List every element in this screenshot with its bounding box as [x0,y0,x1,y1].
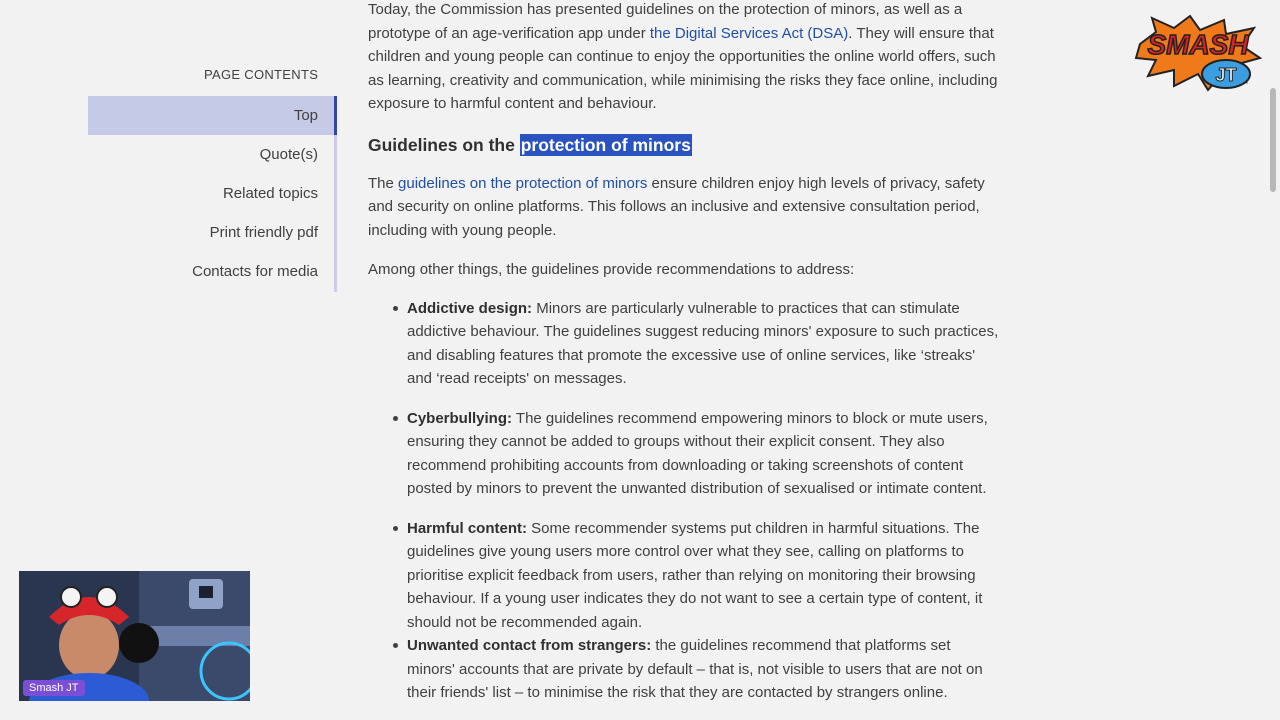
item-text: Some recommender systems put children in harmful situations. The guidelines give young users more control over what they see, calling on platforms to prioritise explicit feedback from users, rather than relying on monitoring their browsing behaviour. If a young user indicates they do not want to see a certain type of content, it should not be recommended again. [407,519,983,631]
list-item [407,407,1000,501]
webcam-overlay [19,571,250,701]
item-text: Minors are particularly vulnerable to practices that can stimulate addictive behaviour. The guidelines suggest reducing minors' exposure to such practices, and disabling features that promote the excessive use of online services, like ‘streaks' and ‘read receipts' on messages. [407,299,999,387]
toc-item-contacts-media[interactable]: Contacts for media [192,263,318,280]
logo-graphic [1134,14,1262,92]
list-item [407,634,1000,705]
scrollbar-thumb[interactable] [1270,88,1276,192]
toc-item-related-topics[interactable]: Related topics [222,185,318,202]
intro-text-3: . They will ensure that children and young people can continue to enjoy the opportunities the online world offers, such as learning, creativity and communication, while minimising the risks they face online, including exposure to harmful content and behaviour. [368,24,998,112]
toc-heading: PAGE CONTENTS [204,67,319,82]
item-title: Cyberbullying: [407,409,513,427]
list-item [407,517,1000,635]
article-body [368,0,1000,720]
toc-item-print-pdf[interactable]: Print friendly pdf [209,224,318,241]
item-text: The guidelines recommend empowering minors to block or mute users, ensuring they cannot be added to groups without their explicit consent. They also recommend prohibiting accounts from downloading or taking screenshots of content posted by minors to prevent the unwanted distribution of sexualised or intimate content. [407,409,988,497]
p1-text-post: ensure children enjoy high levels of privacy, safety and security on online platforms. This follows an inclusive and extensive consultation period, including with young people. [368,174,985,239]
item-title: Addictive design: [407,299,533,317]
guidelines-paragraph [368,172,1000,243]
logo-text-1: SMASH [1147,29,1249,60]
scrollbar[interactable] [1266,0,1280,720]
intro-text-2: prototype of an age-verification app under [368,24,650,42]
webcam-name-label: Smash JT [23,680,85,696]
item-title: Harmful content: [407,519,527,537]
item-text: the guidelines recommend that platforms set minors' accounts that are private by default – that is, not visible to users that are not on their friends' list – to minimise the risk that they are contacted by strangers online. [407,637,983,701]
selected-text: protection of minors [520,134,691,155]
intro-paragraph [368,0,1000,116]
recommendations-intro: Among other things, the guidelines provide recommendations to address: [368,261,855,278]
p1-text-pre: The [368,174,399,192]
toc-item-top[interactable]: Top [88,96,337,135]
list-item [407,297,1000,391]
toc-item-quotes[interactable]: Quote(s) [259,146,318,163]
intro-text-1: Today, the Commission has presented guidelines on the protection of minors, as well as a [368,1,963,18]
dsa-link[interactable]: the Digital Services Act (DSA) [649,24,849,42]
smash-jt-logo [1134,14,1262,92]
section-heading-text: Guidelines on the [368,134,520,155]
section-heading [368,135,1000,156]
item-title: Unwanted contact from strangers: [407,637,652,654]
recommendations-list [368,297,1000,705]
logo-text-2: JT [1215,65,1237,85]
page-contents-nav [88,96,337,292]
guidelines-link[interactable]: guidelines on the protection of minors [398,174,648,192]
